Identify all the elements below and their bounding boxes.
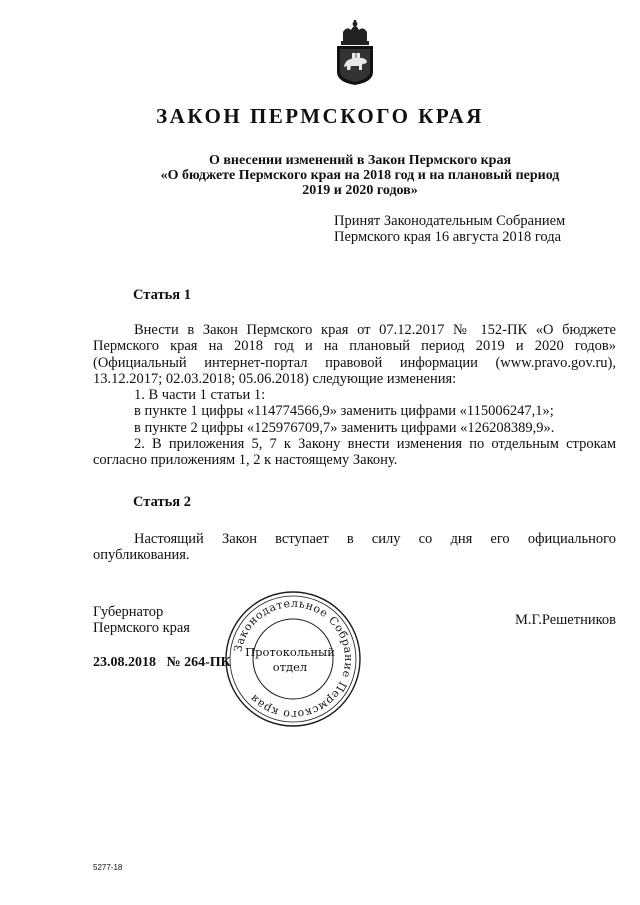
article-2-text-line: опубликования. [93,547,190,564]
law-date: 23.08.2018 [93,655,156,670]
article-1-intro-line: Пермского края на 2018 год и на плановый период 2019 и 2020 годов» [93,338,616,355]
article-1-intro-line: 13.12.2017; 02.03.2018; 05.06.2018) следующие изменения: [93,370,457,387]
adoption-line: Принят Законодательным Собранием [334,213,566,229]
footer-code: 5277-18 [93,863,123,872]
law-date-number [93,655,231,671]
article-1-heading: Статья 1 [133,287,191,303]
article-1-item-1a: в пункте 1 цифры «114774566,9» заменить цифрами «115006247,1»; [134,403,554,420]
stamp-center-line: Протокольный [245,645,335,659]
article-2-heading: Статья 2 [133,494,191,510]
stamp-center-text [244,645,336,685]
article-1-item-2-line: согласно приложениям 1, 2 к настоящему Закону. [93,452,398,469]
signer-title-line: Губернатор [93,604,164,620]
perm-krai-coat-of-arms-icon [331,20,379,86]
signer-title [93,604,190,636]
law-title: ЗАКОН ПЕРМСКОГО КРАЯ [156,104,484,128]
signer-title-line: Пермского края [93,620,190,636]
adoption-line: Пермского края 16 августа 2018 года [334,229,562,245]
stamp-ring-text: Законодательное Собрание Пермского края [231,596,356,722]
article-1-body [93,322,616,469]
subtitle-line: 2019 и 2020 годов» [302,183,418,198]
article-1-item-2-line: 2. В приложения 5, 7 к Закону внести изменения по отдельным строкам [134,436,616,453]
article-2-text-line: Настоящий Закон вступает в силу со дня его официального [134,531,616,547]
article-1-intro-line: Внести в Закон Пермского края от 07.12.2017 № 152-ПК «О бюджете [134,322,616,338]
article-1-item-1: 1. В части 1 статьи 1: [134,387,266,404]
subtitle-line: «О бюджете Пермского края на 2018 год и на плановый период [160,168,560,183]
article-2-body [93,531,616,564]
law-subtitle [100,153,620,198]
signer-name: М.Г.Решетников [514,612,616,628]
law-number: № 264-ПК [166,655,231,670]
adoption-note [334,213,565,245]
article-1-item-1b: в пункте 2 цифры «125976709,7» заменить цифрами «126208389,9». [134,419,555,436]
article-1-intro-line: (Официальный интернет-портал правовой информации (www.pravo.gov.ru), [93,354,616,371]
stamp-center-line: отдел [272,660,308,674]
subtitle-line: О внесении изменений в Закон Пермского края [208,153,512,168]
